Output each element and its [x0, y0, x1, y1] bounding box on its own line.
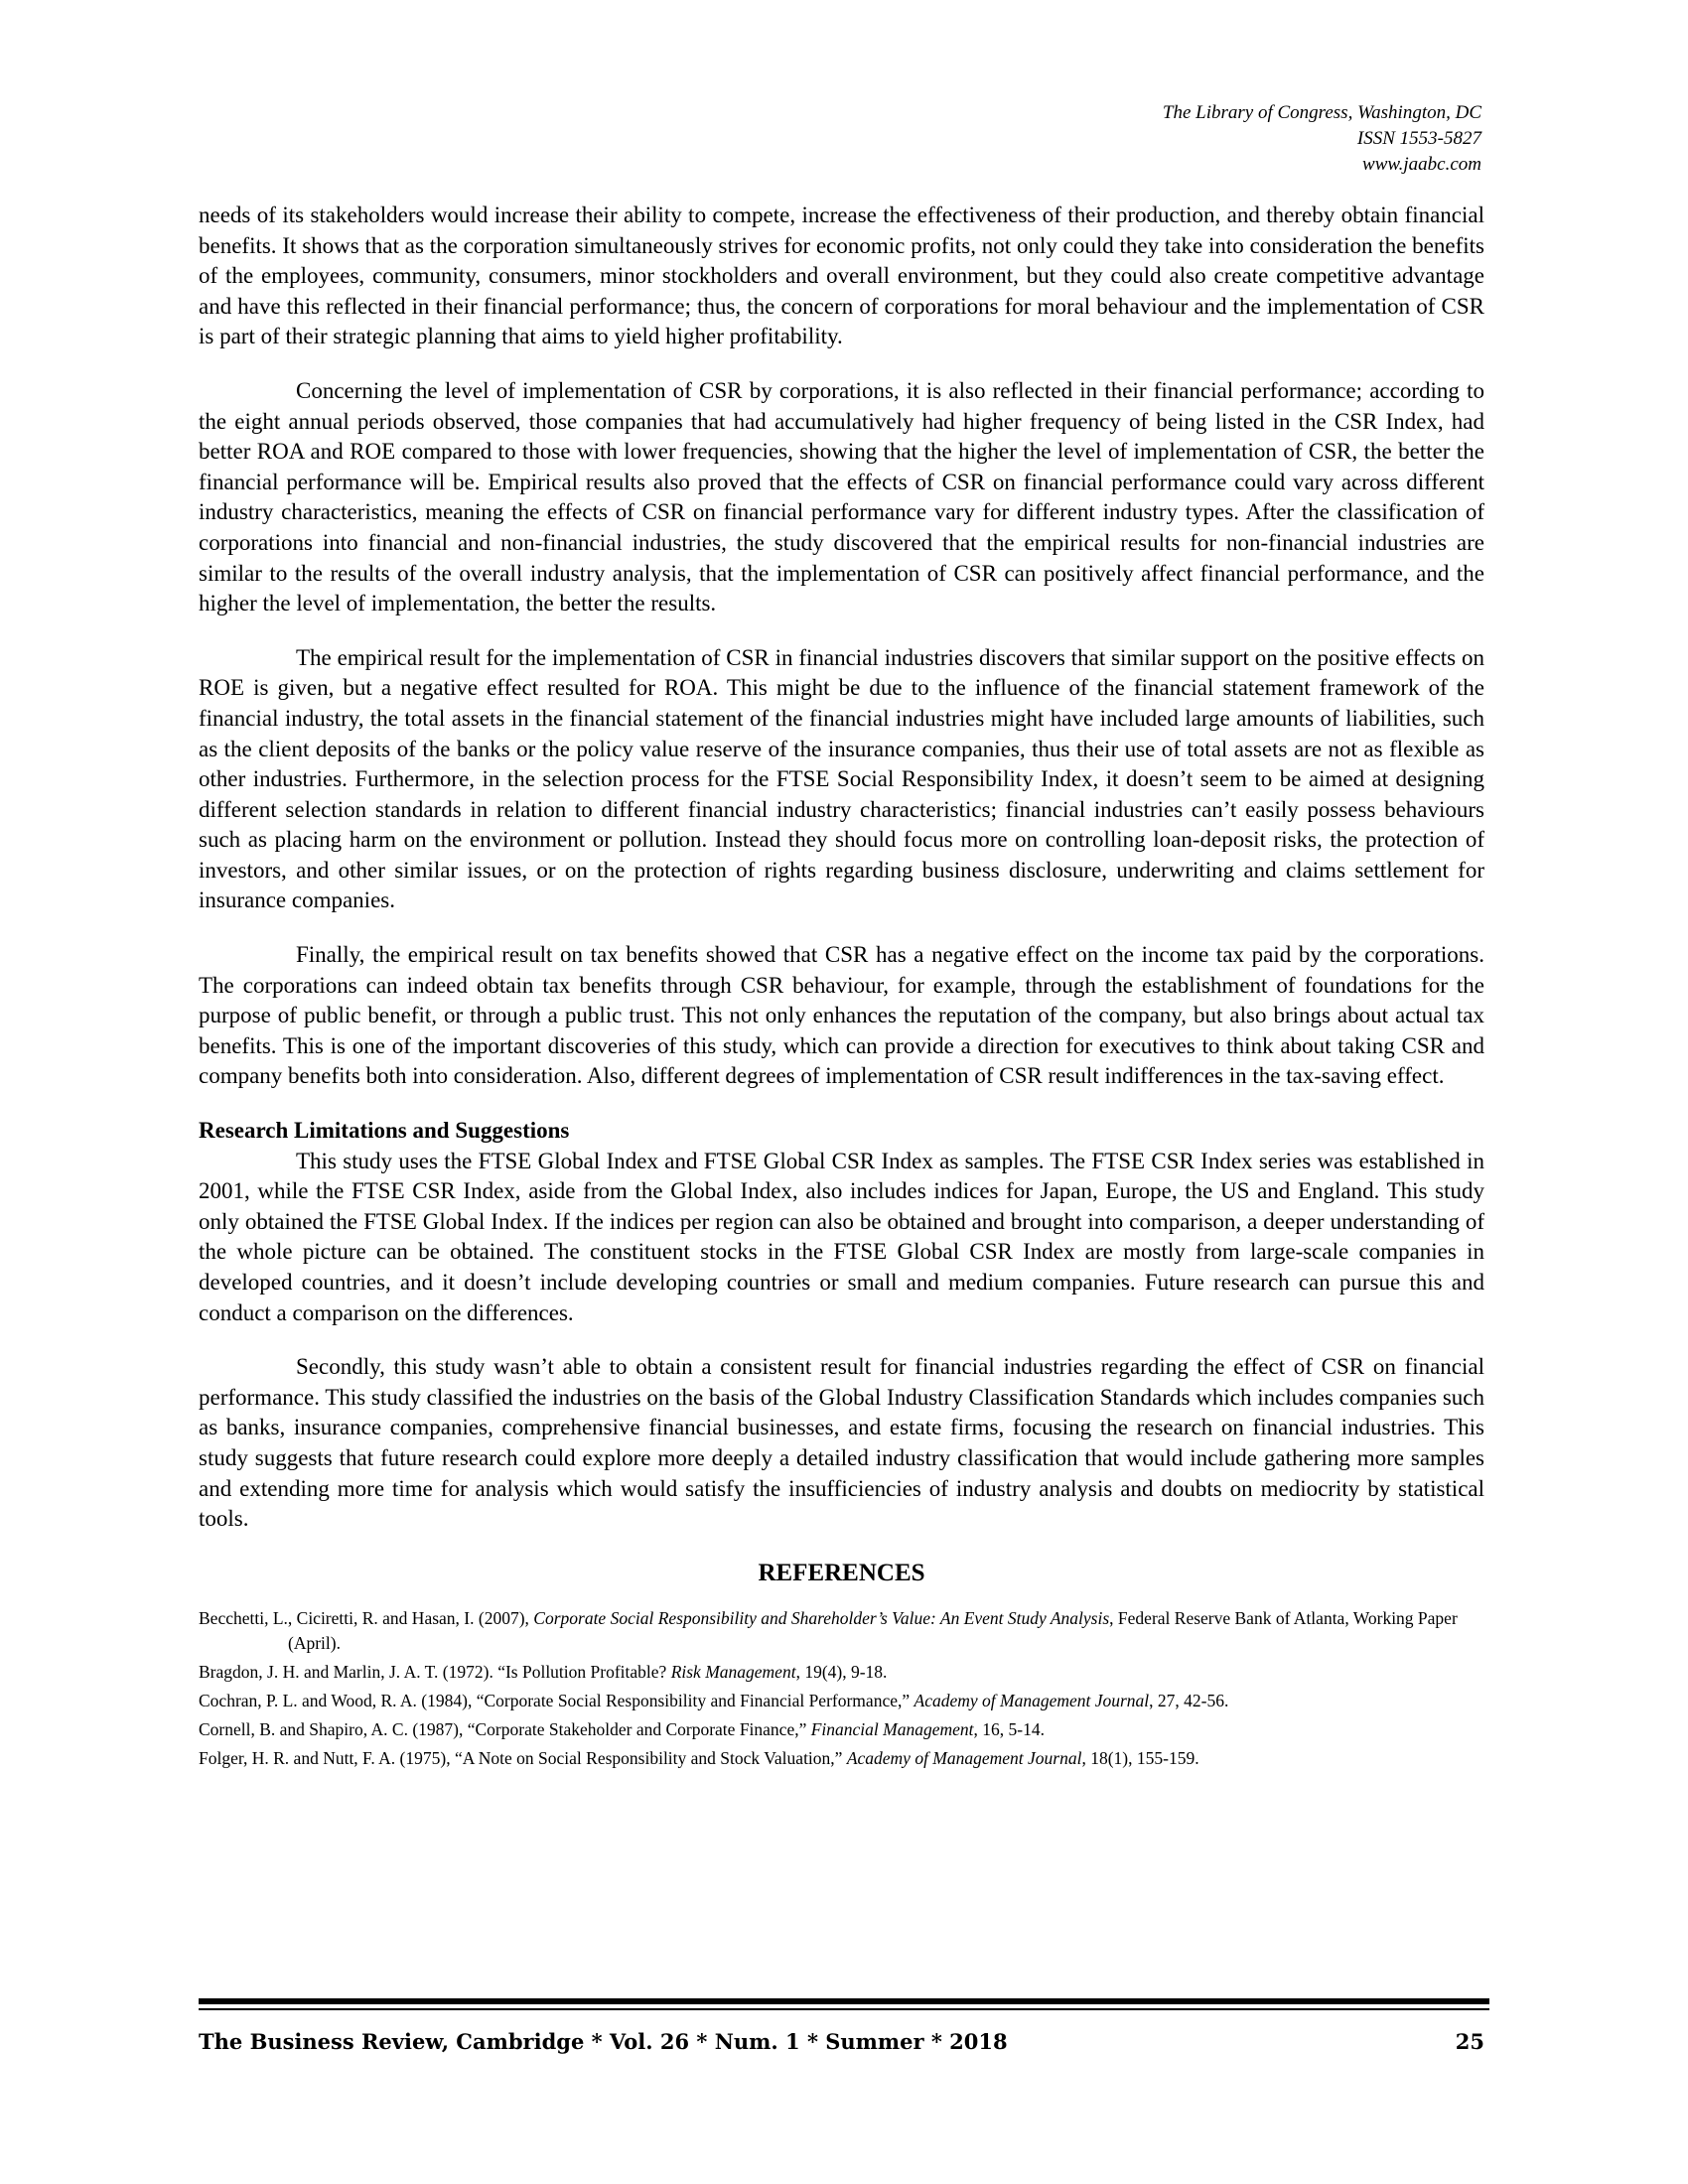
reference-item	[199, 1746, 1484, 1771]
reference-list	[199, 1606, 1484, 1771]
reference-source: Corporate Social Responsibility and Shareholder’s Value: An Event Study Analysis	[533, 1607, 1110, 1628]
paragraph: Finally, the empirical result on tax benefits showed that CSR has a negative effect on the income tax paid by the corporations. The corporations can indeed obtain tax benefits through CSR behaviour, for example, through the establishment of foundations for the purpose of public benefit, or through a public trust. This not only enhances the reputation of the company, but also brings about actual tax benefits. This is one of the important discoveries of this study, which can provide a direction for executives to think about taking CSR and company benefits both into consideration. Also, different degrees of implementation of CSR result indifferences in the tax-saving effect.	[199, 942, 1484, 1089]
reference-text: , 27, 42-56.	[1149, 1690, 1229, 1710]
paragraph: Secondly, this study wasn’t able to obtain a consistent result for financial industries regarding the effect of CSR on financial performance. This study classified the industries on the basis of the Global Industry Classification Standards which includes companies such as banks, insurance companies, comprehensive financial businesses, and estate firms, focusing the research on financial industries. This study suggests that future research could explore more deeply a detailed industry classification that would include gathering more samples and extending more time for analysis which would satisfy the insufficiencies of industry analysis and doubts on mediocrity by statistical tools.	[199, 1354, 1484, 1532]
section-heading: Research Limitations and Suggestions	[199, 1118, 570, 1144]
header-line-1: The Library of Congress, Washington, DC	[1162, 102, 1481, 123]
footer-journal: The Business Review, Cambridge * Vol. 26 * Num. 1 * Summer * 2018	[199, 2029, 1008, 2054]
running-header	[1163, 100, 1481, 178]
references-heading: REFERENCES	[758, 1559, 925, 1586]
paragraph: This study uses the FTSE Global Index and FTSE Global CSR Index as samples. The FTSE CSR Index series was established in 2001, while the FTSE CSR Index, aside from the Global Index, also includes indices for Japan, Europe, the US and England. This study only obtained the FTSE Global Index. If the indices per region can also be obtained and brought into comparison, a deeper understanding of the whole picture can be obtained. The constituent stocks in the FTSE Global CSR Index are mostly from large-scale companies in developed countries, and it doesn’t include developing countries or small and medium companies. Future research can pursue this and conduct a comparison on the differences.	[199, 1148, 1484, 1325]
reference-source: Academy of Management Journal	[914, 1690, 1150, 1710]
reference-item	[199, 1689, 1484, 1713]
reference-text: Folger, H. R. and Nutt, F. A. (1975), “A Note on Social Responsibility and Stock Valuation,”	[199, 1747, 847, 1768]
reference-source: Risk Management	[670, 1661, 796, 1682]
footer-rule-thin	[199, 2008, 1489, 2010]
header-line-3: www.jaabc.com	[1362, 154, 1481, 175]
paragraph: The empirical result for the implementation of CSR in financial industries discovers that similar support on the positive effects on ROE is given, but a negative effect resulted for ROA. This might be due to the influence of the financial statement framework of the financial industry, the total assets in the financial statement of the financial industries might have included large amounts of liabilities, such as the client deposits of the banks or the policy value reserve of the insurance companies, thus their use of total assets are not as flexible as other industries. Furthermore, in the selection process for the FTSE Social Responsibility Index, it doesn’t seem to be aimed at designing different selection standards in relation to different financial industry characteristics; financial industries can’t easily possess behaviours such as placing harm on the environment or pollution. Instead they should focus more on controlling loan-deposit risks, the protection of investors, and other similar issues, or on the protection of rights regarding business disclosure, underwriting and claims settlement for insurance companies.	[199, 644, 1484, 913]
reference-item	[199, 1660, 1484, 1685]
reference-text: Cornell, B. and Shapiro, A. C. (1987), “Corporate Stakeholder and Corporate Finance,”	[199, 1718, 811, 1739]
reference-text: Becchetti, L., Ciciretti, R. and Hasan, I. (2007),	[199, 1607, 534, 1628]
paragraph: needs of its stakeholders would increase their ability to compete, increase the effectiveness of their production, and thereby obtain financial benefits. It shows that as the corporation simultaneously strives for economic profits, not only could they take into consideration the benefits of the employees, community, consumers, minor stockholders and overall environment, but they could also create competitive advantage and have this reflected in their financial performance; thus, the concern of corporations for moral behaviour and the implementation of CSR is part of their strategic planning that aims to yield higher profitability.	[199, 203, 1484, 349]
footer-rule	[199, 1998, 1489, 2004]
reference-text: Cochran, P. L. and Wood, R. A. (1984), “Corporate Social Responsibility and Financial Performance,”	[199, 1690, 914, 1710]
reference-source: Financial Management	[810, 1718, 974, 1739]
reference-item	[199, 1717, 1484, 1742]
page-number: 25	[1455, 2029, 1484, 2054]
page-footer	[199, 2029, 1484, 2054]
reference-text: , 16, 5-14.	[973, 1718, 1045, 1739]
header-line-2: ISSN 1553-5827	[1356, 128, 1481, 149]
reference-text: , Federal Reserve Bank of Atlanta, Working Paper (April).	[288, 1607, 1458, 1653]
reference-text: , 19(4), 9-18.	[795, 1661, 888, 1682]
paragraph: Concerning the level of implementation of CSR by corporations, it is also reflected in their financial performance; according to the eight annual periods observed, those companies that had accumulatively had higher frequency of being listed in the CSR Index, had better ROA and ROE compared to those with lower frequencies, showing that the higher the level of implementation of CSR, the better the financial performance will be. Empirical results also proved that the effects of CSR on financial performance could vary across different industry characteristics, meaning the effects of CSR on financial performance vary for different industry types. After the classification of corporations into financial and non-financial industries, the study discovered that the empirical results for non-financial industries are similar to the results of the overall industry analysis, that the implementation of CSR can positively affect financial performance, and the higher the level of implementation, the better the results.	[199, 377, 1484, 616]
reference-source: Academy of Management Journal	[846, 1747, 1082, 1768]
reference-text: Bragdon, J. H. and Marlin, J. A. T. (1972). “Is Pollution Profitable?	[199, 1661, 671, 1682]
main-body	[199, 201, 1484, 1775]
reference-text: , 18(1), 155-159.	[1081, 1747, 1199, 1768]
reference-item	[199, 1606, 1484, 1656]
